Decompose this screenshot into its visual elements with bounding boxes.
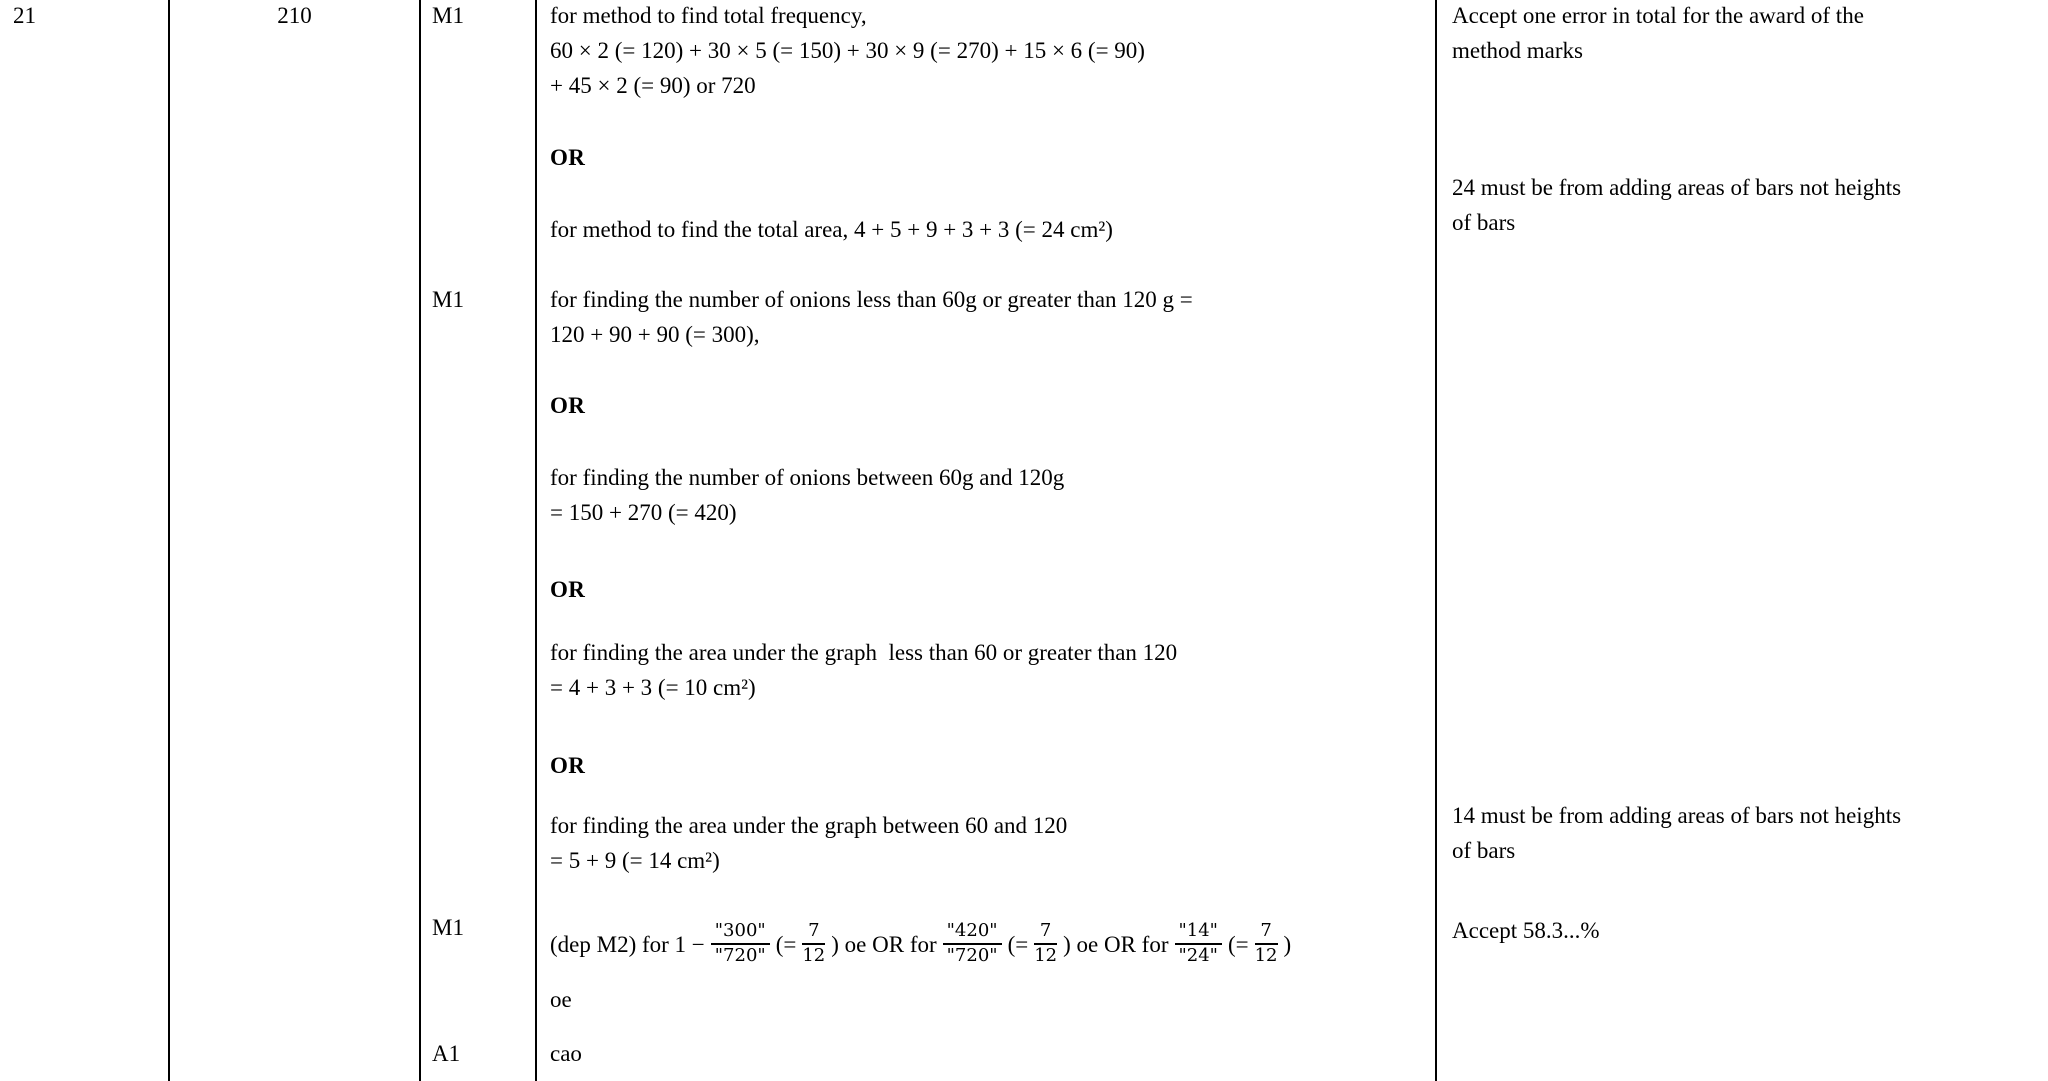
fraction xyxy=(943,921,1002,966)
expression-text: (= xyxy=(1227,931,1249,957)
working-line: for finding the number of onions between 60g and 120g xyxy=(550,465,1065,490)
fraction-denominator: "720" xyxy=(714,945,766,966)
column-border-3 xyxy=(535,0,537,1081)
mark-label-a1: A1 xyxy=(432,1041,461,1066)
working-line: for finding the area under the graph between 60 and 120 xyxy=(550,813,1068,838)
working-block-area-outside xyxy=(550,635,1430,705)
column-border-4 xyxy=(1435,0,1437,1081)
working-block-frequency xyxy=(550,0,1430,103)
fraction-numerator: "420" xyxy=(943,921,1002,945)
expression-text: ) xyxy=(1283,931,1292,957)
comment-line: 24 must be from adding areas of bars not heights xyxy=(1452,175,1902,200)
working-line: = 5 + 9 (= 14 cm²) xyxy=(550,848,720,873)
comment-14-areas xyxy=(1452,798,2046,868)
working-block-probability xyxy=(550,906,1430,1017)
fraction xyxy=(1175,921,1222,966)
answer-value: 210 xyxy=(277,3,312,28)
expression-text: (= xyxy=(775,931,797,957)
working-cao: cao xyxy=(550,1041,582,1066)
fraction xyxy=(802,921,825,966)
comment-line: of bars xyxy=(1452,210,1516,235)
expression-text: ) oe OR for xyxy=(1063,931,1169,957)
fraction-denominator: "24" xyxy=(1178,945,1218,966)
comment-accept-percentage: Accept 58.3...% xyxy=(1452,918,1600,943)
comment-line: of bars xyxy=(1452,838,1516,863)
or-separator-4: OR xyxy=(550,753,586,778)
working-block-area-between xyxy=(550,808,1430,878)
or-separator-3: OR xyxy=(550,577,586,602)
or-separator-2: OR xyxy=(550,393,586,418)
fraction-numerator: "300" xyxy=(711,921,770,945)
working-block-onions-between xyxy=(550,460,1430,530)
expression-text: ) oe OR for xyxy=(831,931,937,957)
or-separator-1: OR xyxy=(550,145,586,170)
fraction-numerator: 7 xyxy=(1034,921,1057,945)
expression-text: (dep M2) for 1 − xyxy=(550,931,705,957)
working-line: = 4 + 3 + 3 (= 10 cm²) xyxy=(550,675,756,700)
probability-expression xyxy=(550,906,1430,982)
expression-continuation: oe xyxy=(550,987,572,1012)
question-number: 21 xyxy=(13,3,36,28)
comment-line: Accept one error in total for the award of the xyxy=(1452,3,1864,28)
comment-line: method marks xyxy=(1452,38,1583,63)
mark-label-m1-second: M1 xyxy=(432,287,464,312)
working-block-onions-outside xyxy=(550,282,1430,352)
working-line: = 150 + 270 (= 420) xyxy=(550,500,737,525)
fraction-denominator: 12 xyxy=(1034,945,1058,966)
column-border-1 xyxy=(168,0,170,1081)
fraction-denominator: "720" xyxy=(946,945,998,966)
working-block-total-area: for method to find the total area, 4 + 5 + 9 + 3 + 3 (= 24 cm²) xyxy=(550,217,1113,242)
working-line: for finding the number of onions less than 60g or greater than 120 g = xyxy=(550,287,1193,312)
working-line: 60 × 2 (= 120) + 30 × 5 (= 150) + 30 × 9 (= 270) + 15 × 6 (= 90) xyxy=(550,38,1145,63)
mark-label-m1-first: M1 xyxy=(432,3,464,28)
fraction-numerator: 7 xyxy=(1255,921,1278,945)
working-line: for finding the area under the graph less than 60 or greater than 120 xyxy=(550,640,1178,665)
mark-label-m1-third: M1 xyxy=(432,915,464,940)
fraction xyxy=(1255,921,1278,966)
working-line: for method to find total frequency, xyxy=(550,3,867,28)
working-line: + 45 × 2 (= 90) or 720 xyxy=(550,73,756,98)
fraction-denominator: 12 xyxy=(1254,945,1278,966)
expression-text: (= xyxy=(1007,931,1029,957)
working-line: 120 + 90 + 90 (= 300), xyxy=(550,322,760,347)
column-border-2 xyxy=(419,0,421,1081)
fraction-numerator: 7 xyxy=(802,921,825,945)
fraction xyxy=(711,921,770,966)
comment-24-areas xyxy=(1452,170,2046,240)
fraction-denominator: 12 xyxy=(802,945,826,966)
comment-method-marks xyxy=(1452,0,2046,68)
comment-line: 14 must be from adding areas of bars not heights xyxy=(1452,803,1902,828)
fraction-numerator: "14" xyxy=(1175,921,1222,945)
fraction xyxy=(1034,921,1057,966)
